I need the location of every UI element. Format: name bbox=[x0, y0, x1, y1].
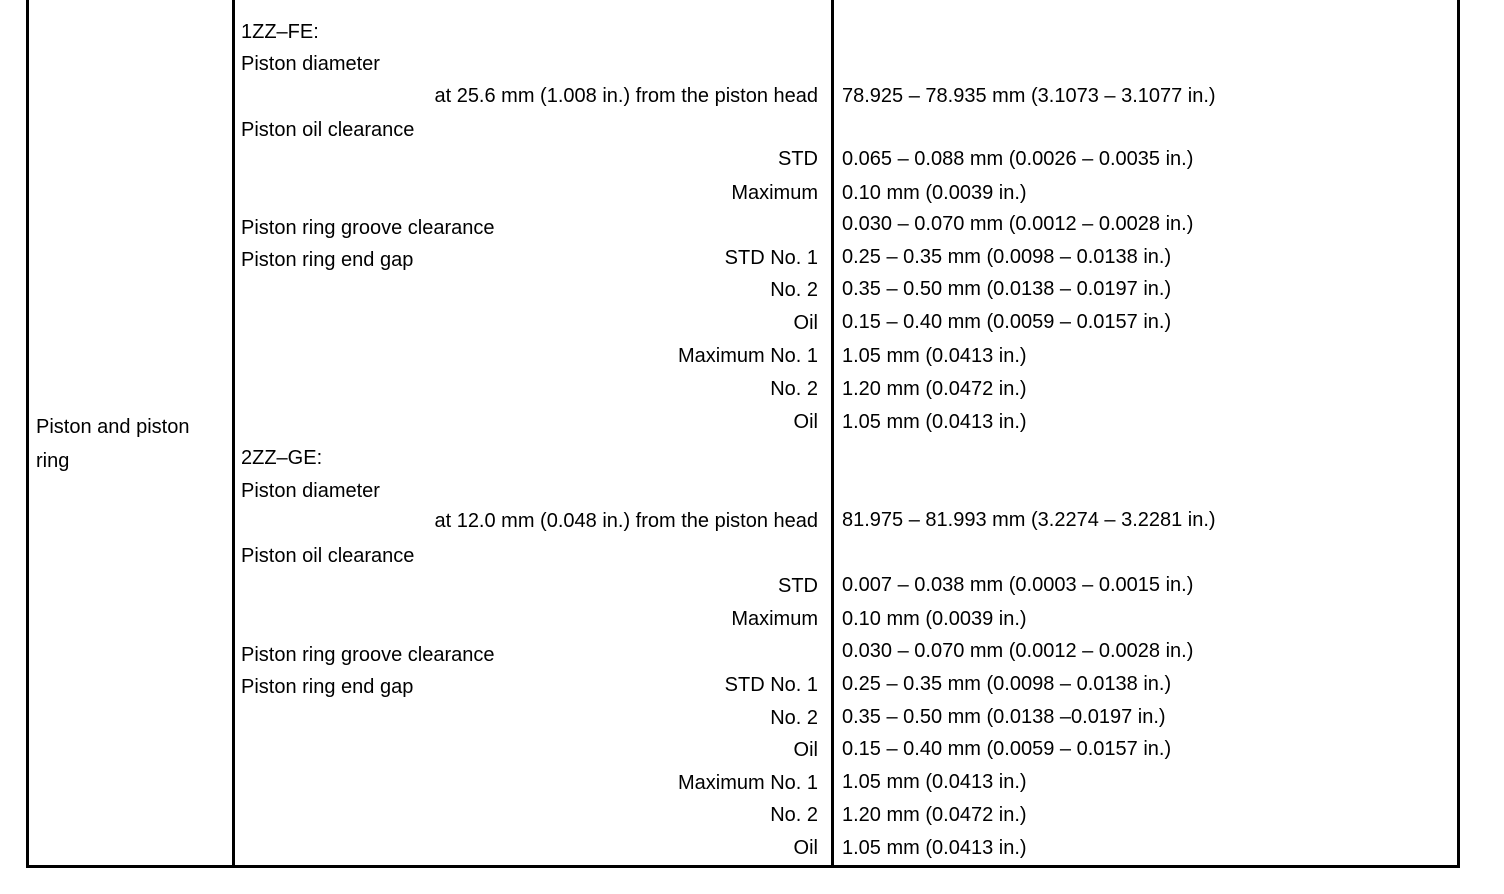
spec-value: 1.20 mm (0.0472 in.) bbox=[842, 804, 1027, 826]
spec-label: Piston ring end gap bbox=[241, 676, 414, 698]
spec-label: Piston ring groove clearance bbox=[241, 217, 495, 239]
spec-value: 0.35 – 0.50 mm (0.0138 –0.0197 in.) bbox=[842, 706, 1166, 728]
spec-condition: at 25.6 mm (1.008 in.) from the piston head bbox=[434, 85, 818, 107]
spec-value: 0.25 – 0.35 mm (0.0098 – 0.0138 in.) bbox=[842, 673, 1172, 695]
spec-condition: Maximum bbox=[731, 608, 818, 630]
spec-label: Piston oil clearance bbox=[241, 119, 415, 141]
spec-value: 0.25 – 0.35 mm (0.0098 – 0.0138 in.) bbox=[842, 246, 1172, 268]
spec-condition: No. 2 bbox=[770, 804, 818, 826]
spec-condition: Oil bbox=[793, 837, 818, 859]
spec-condition: No. 2 bbox=[770, 378, 818, 400]
spec-condition: Oil bbox=[793, 739, 818, 761]
spec-value: 0.10 mm (0.0039 in.) bbox=[842, 608, 1027, 630]
spec-label: Piston ring end gap bbox=[241, 249, 414, 271]
spec-condition: Oil bbox=[793, 411, 818, 433]
spec-value: 0.10 mm (0.0039 in.) bbox=[842, 182, 1027, 204]
spec-value: 81.975 – 81.993 mm (3.2274 – 3.2281 in.) bbox=[842, 509, 1216, 531]
spec-value: 0.15 – 0.40 mm (0.0059 – 0.0157 in.) bbox=[842, 311, 1172, 333]
spec-condition: Maximum No. 1 bbox=[677, 345, 818, 367]
spec-condition: No. 2 bbox=[770, 279, 818, 301]
spec-condition: STD No. 1 bbox=[724, 247, 818, 269]
column-divider-2 bbox=[831, 0, 834, 865]
spec-condition: Maximum No. 1 bbox=[677, 772, 818, 794]
spec-value: 1.05 mm (0.0413 in.) bbox=[842, 411, 1027, 433]
spec-value: 0.35 – 0.50 mm (0.0138 – 0.0197 in.) bbox=[842, 278, 1172, 300]
spec-value: 0.030 – 0.070 mm (0.0012 – 0.0028 in.) bbox=[842, 213, 1194, 235]
engine-heading-2zz: 2ZZ–GE: bbox=[241, 447, 323, 469]
spec-condition: STD No. 1 bbox=[724, 674, 818, 696]
spec-condition: Oil bbox=[793, 312, 818, 334]
spec-condition: at 12.0 mm (0.048 in.) from the piston head bbox=[434, 510, 818, 532]
spec-value: 1.05 mm (0.0413 in.) bbox=[842, 837, 1027, 859]
spec-condition: No. 2 bbox=[770, 707, 818, 729]
spec-value: 1.05 mm (0.0413 in.) bbox=[842, 771, 1027, 793]
spec-value: 0.007 – 0.038 mm (0.0003 – 0.0015 in.) bbox=[842, 574, 1194, 596]
item-label: Piston and piston ring bbox=[36, 416, 190, 472]
spec-value: 78.925 – 78.935 mm (3.1073 – 3.1077 in.) bbox=[842, 85, 1216, 107]
spec-value: 0.065 – 0.088 mm (0.0026 – 0.0035 in.) bbox=[842, 148, 1194, 170]
spec-condition: Maximum bbox=[731, 182, 818, 204]
spec-value: 1.20 mm (0.0472 in.) bbox=[842, 378, 1027, 400]
spec-condition: STD bbox=[778, 148, 818, 170]
spec-label: Piston ring groove clearance bbox=[241, 644, 495, 666]
column-divider-1 bbox=[232, 0, 235, 865]
engine-heading-1zz: 1ZZ–FE: bbox=[241, 21, 319, 43]
spec-value: 0.15 – 0.40 mm (0.0059 – 0.0157 in.) bbox=[842, 738, 1172, 760]
spec-label: Piston diameter bbox=[241, 480, 380, 502]
spec-value: 1.05 mm (0.0413 in.) bbox=[842, 345, 1027, 367]
spec-value: 0.030 – 0.070 mm (0.0012 – 0.0028 in.) bbox=[842, 640, 1194, 662]
spec-label: Piston diameter bbox=[241, 53, 380, 75]
spec-label: Piston oil clearance bbox=[241, 545, 415, 567]
spec-condition: STD bbox=[778, 575, 818, 597]
